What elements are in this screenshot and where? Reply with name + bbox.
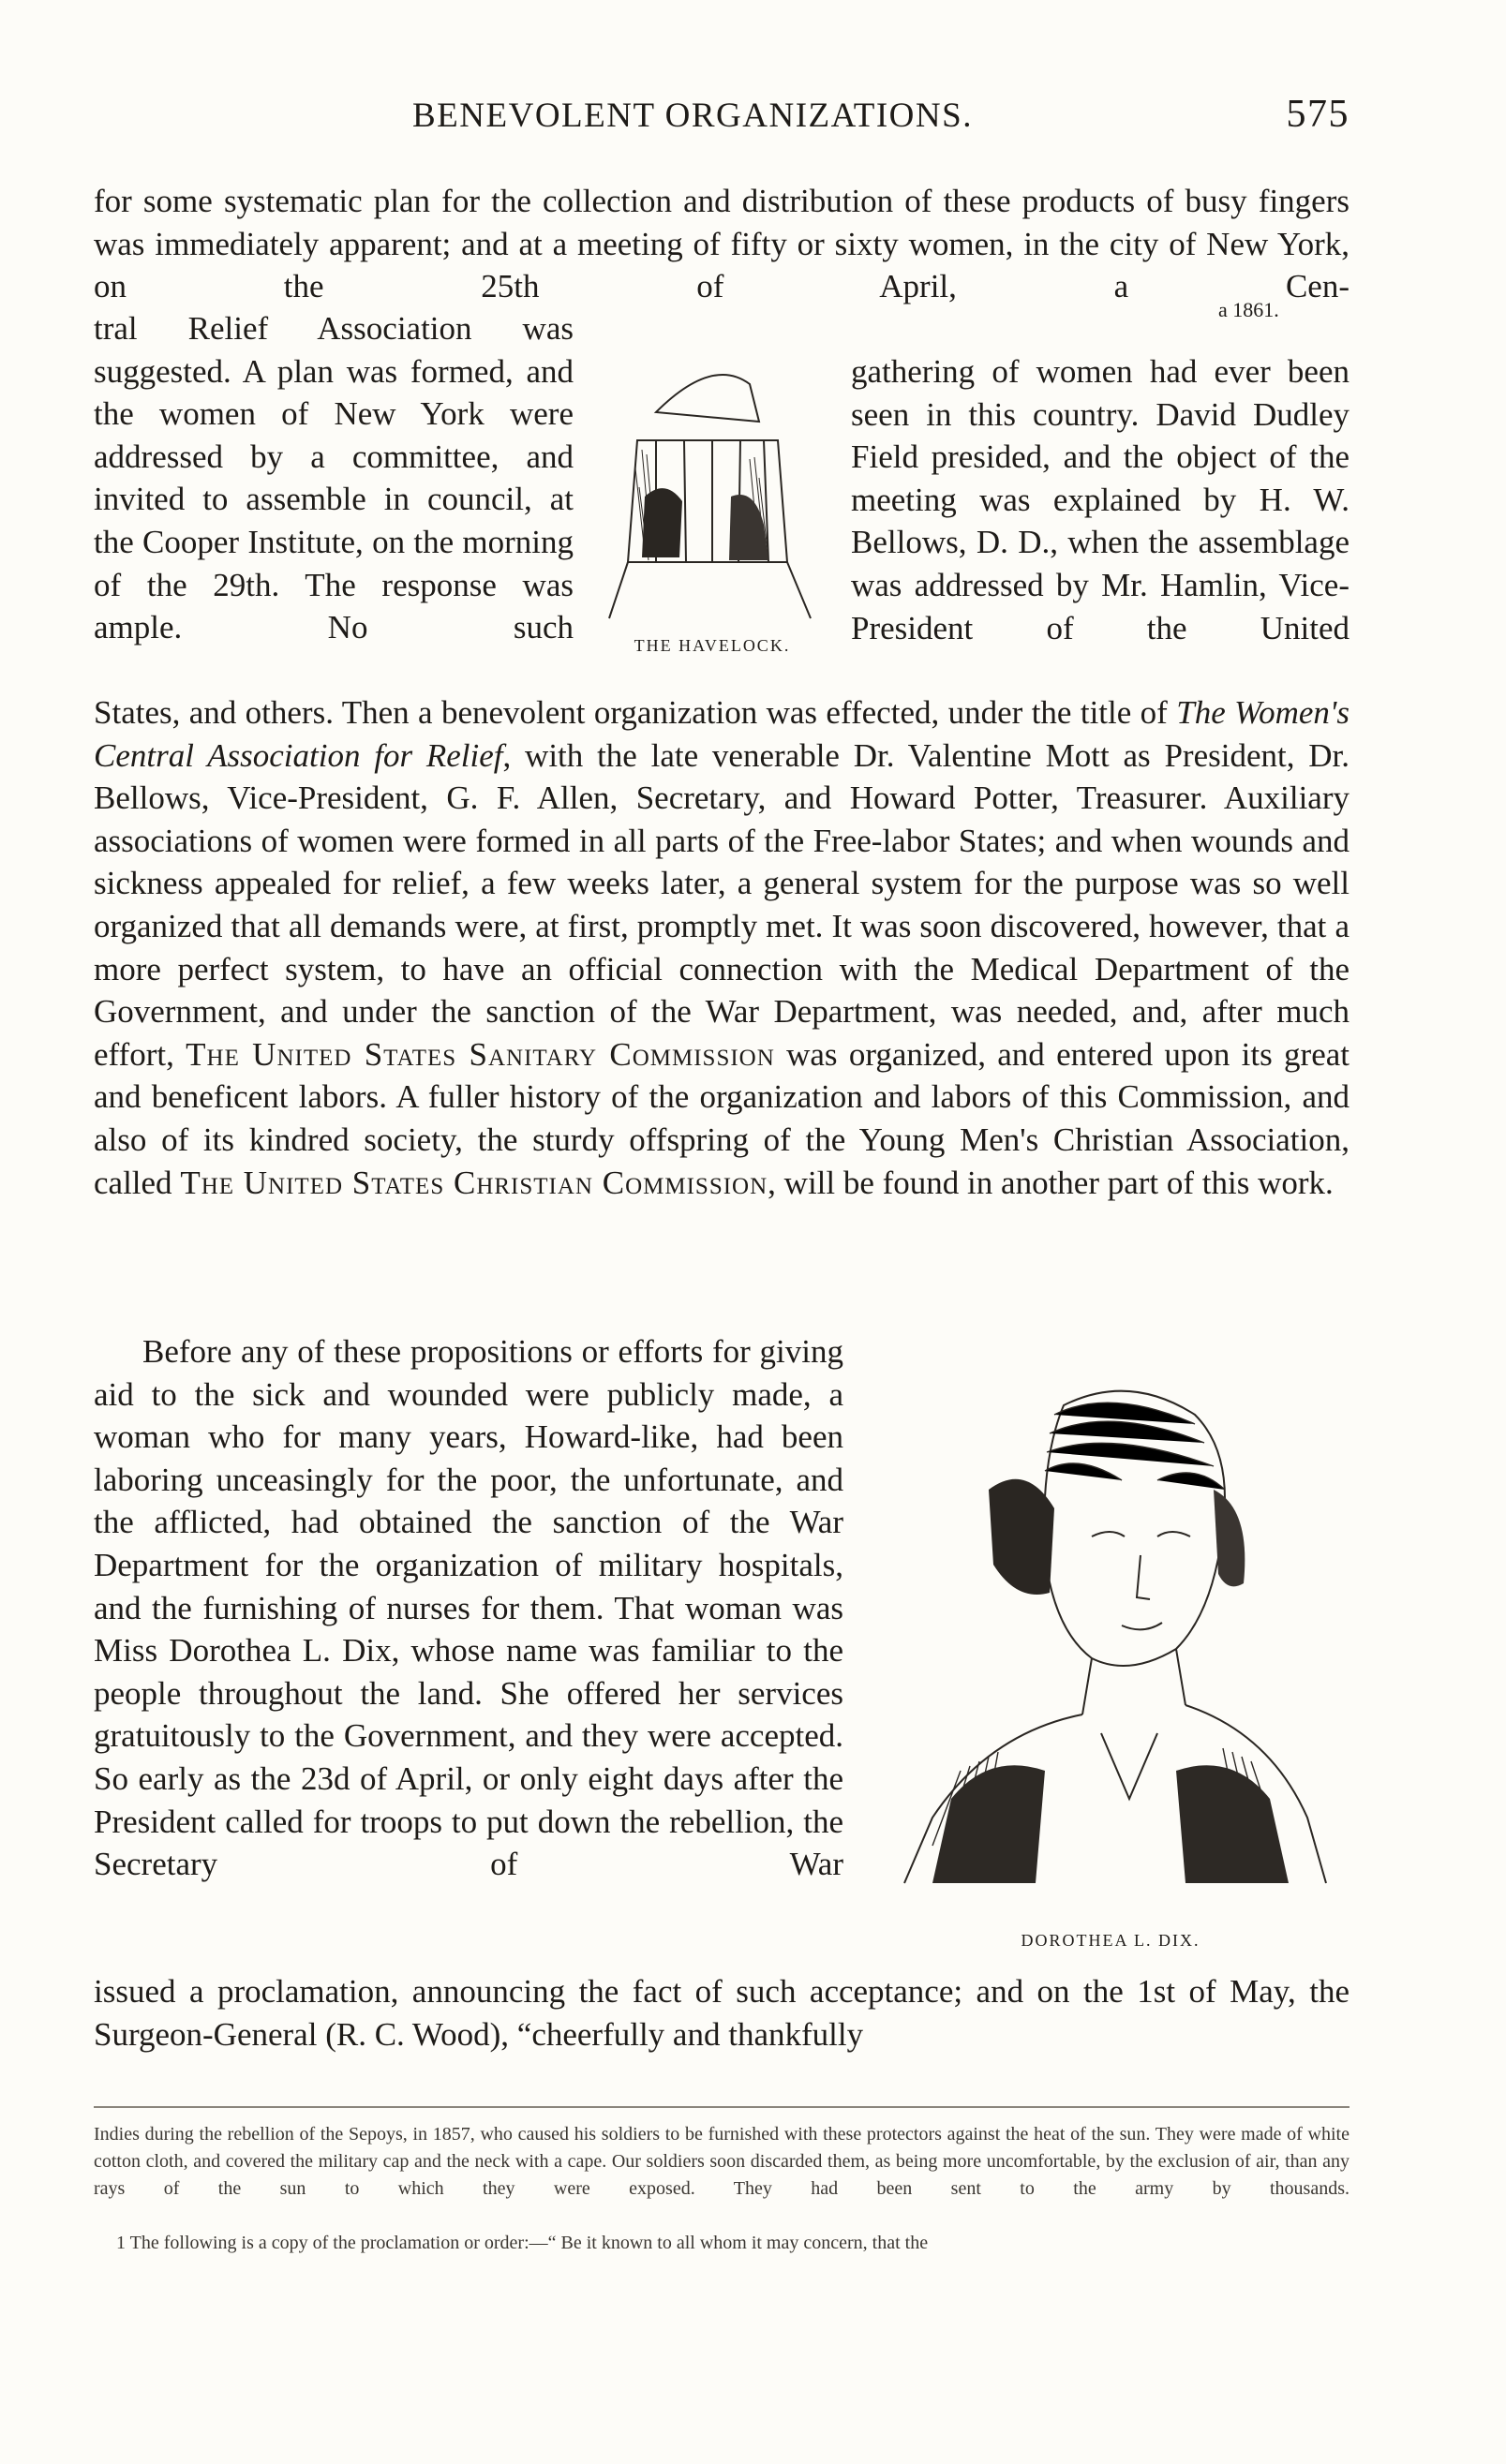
havelock-cap-illustration: [600, 337, 825, 628]
paragraph-1-opening: for some systematic plan for the collection and distribution of these products of busy fingers was immediately apparent; and at a meeting of fifty or sixty women, in the city of New York, on the 25th of April, a Cen-: [94, 183, 1349, 305]
paragraph-1-left-column: tral Relief Association was suggested. A plan was formed, and the women of New York were addressed by a committee, and invited to assemble in council, at the Cooper Institute, on the morning of the 29th. The response was ample. No such: [94, 310, 574, 646]
running-title: BENEVOLENT ORGANIZATIONS.: [412, 96, 973, 135]
margin-note-date: a 1861.: [1218, 298, 1279, 321]
paragraph-1-text-d: , will be found in another part of this work.: [768, 1164, 1334, 1201]
paragraph-2-column: Before any of these propositions or efforts for giving aid to the sick and wounded were publicly made, a woman who for many years, Howard-like, had been laboring unceasingly for the poor, the unfortunate, and the afflicted, had obtained the sanction of the War Department for the organization of military hospitals, and the furnishing of nurses for them. That woman was Miss Dorothea L. Dix, whose name was familiar to the people throughout the land. She offered her services gratuitously to the Government, and they were accepted. So early as the 23d of April, or only eight days after the President called for troops to put down the rebellion, the Secretary of War: [94, 1333, 843, 1883]
paragraph-1-text-c: was organized, and entered upon its great and beneficent labors. A fuller history of the organization and labors of this Commission, and also of its kindred society, the sturdy offspring of the Young Men's Christian Association, called: [94, 1035, 1349, 1201]
paragraph-1-text-a: States, and others. Then a benevolent organization was effected, under the title of: [94, 694, 1177, 731]
dix-portrait-illustration: [876, 1377, 1345, 1921]
footnote-continued: Indies during the rebellion of the Sepoys, in 1857, who caused his soldiers to be furnished with these protectors against the heat of the sun. They were made of white cotton cloth, and covered the military cap and the neck with a cape. Our soldiers soon discarded them, as being more uncomfortable, by the exclusion of air, than any rays of the sun to which they were exposed. They had been sent to the army by thousands.: [94, 2124, 1349, 2199]
sanitary-commission-name: The United States Sanitary Commission: [186, 1035, 775, 1073]
page-number: 575: [1286, 93, 1349, 136]
association-title: The Women's Central Association for Relief: [94, 694, 1349, 774]
dix-portrait-figure: [876, 1377, 1345, 1958]
footnote-rule: [94, 2106, 1349, 2108]
paragraph-1-text-b: , with the late venerable Dr. Valentine Mott as President, Dr. Bellows, Vice-President, G. F. Allen, Secretary, and Howard Potter, Treasurer. Auxiliary associations of women were formed in all parts of the Free-labor States; and when wounds and sickness appealed for relief, a few weeks later, a general system for the purpose was so well organized that all demands were, at first, promptly met. It was soon discovered, however, that a more perfect system, to have an official connection with the Medical Department of the Government, and under the sanction of the War Department, was needed, and, after much effort,: [94, 736, 1349, 1073]
christian-commission-name: The United States Christian Commission: [180, 1164, 768, 1201]
footnote-1: 1 The following is a copy of the proclamation or order:—“ Be it known to all whom it may concern, that the: [116, 2233, 929, 2253]
paragraph-2-continuation: issued a proclamation, announcing the fact of such acceptance; and on the 1st of May, the Surgeon-General (R. C. Wood), “cheerfully and thankfully: [94, 1973, 1349, 2053]
havelock-caption: THE HAVELOCK.: [634, 636, 791, 655]
running-header: [94, 90, 1349, 146]
dix-caption: DOROTHEA L. DIX.: [1021, 1931, 1200, 1950]
paragraph-1-right-column: gathering of women had ever been seen in this country. David Dudley Field presided, and the object of the meeting was explained by H. W. Bellows, D. D., when the assemblage was addressed by Mr. Hamlin, Vice-President of the United: [851, 353, 1349, 646]
havelock-figure: [600, 337, 825, 667]
paragraph-1-continuation: [94, 691, 1349, 1333]
